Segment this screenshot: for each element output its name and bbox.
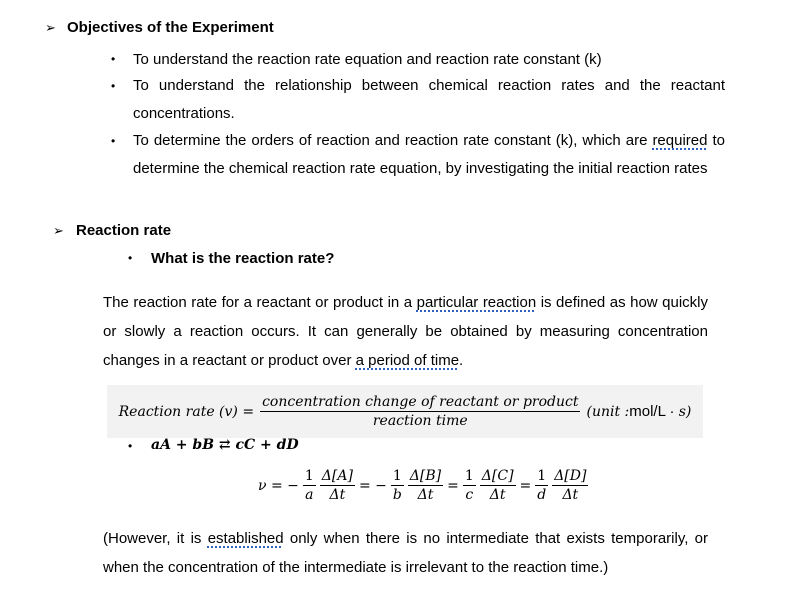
bullet-icon: •: [128, 439, 133, 453]
sub-heading: What is the reaction rate?: [151, 250, 335, 267]
rate-expression: ν = − $\frac{1}{a}$ $\frac{\Delta[A]}{\Delta t}$ = − $\frac{1}{b}$ $\frac{\Delta[B]}{\Delta t}$ = $\frac{1}{c}$ $\frac{\Delta[C]}{\Delta t}$ = $\frac{1}{d}$ $\frac{\Delta[D]}{\Delta t}$: [258, 468, 587, 503]
bullet-icon: •: [111, 52, 116, 66]
arrow-bullet-icon: ➢: [45, 20, 56, 35]
definition-paragraph: The reaction rate for a reactant or product in a particular reaction is defined as how quickly or slowly a reaction occurs. It can generally be obtained by measuring concentration changes in a reactant or product over a period of time.: [103, 294, 708, 369]
note-paragraph: (However, it is established only when there is no intermediate that exists temporarily, or when the concentration of the intermediate is irrelevant to the reaction time.): [103, 530, 708, 576]
bullet-icon: •: [111, 79, 116, 93]
formula-unit: (unit :mol/L · s): [586, 403, 692, 420]
bullet-icon: •: [128, 251, 133, 265]
rate-formula-box: [107, 385, 703, 438]
bullet-icon: •: [111, 134, 116, 148]
objective-item: To understand the relationship between chemical reaction rates and the reactant concentrations.: [133, 77, 725, 122]
reaction-rate-heading: Reaction rate: [76, 222, 172, 239]
objectives-heading: Objectives of the Experiment: [67, 19, 274, 36]
formula-fraction: $\frac{\text{concentration change of reactant or product}}{\text{reaction time}}$: [262, 394, 579, 429]
formula-lhs: Reaction rate (v) =: [118, 403, 255, 420]
objective-item: To determine the orders of reaction and reaction rate constant (k), which are required to determine the chemical reaction rate equation, by investigating the initial reaction rates: [133, 132, 725, 177]
arrow-bullet-icon: ➢: [53, 223, 64, 238]
reaction-equation: aA + bB ⇄ cC + dD: [151, 437, 299, 453]
objective-item: To understand the reaction rate equation and reaction rate constant (k): [133, 51, 602, 68]
